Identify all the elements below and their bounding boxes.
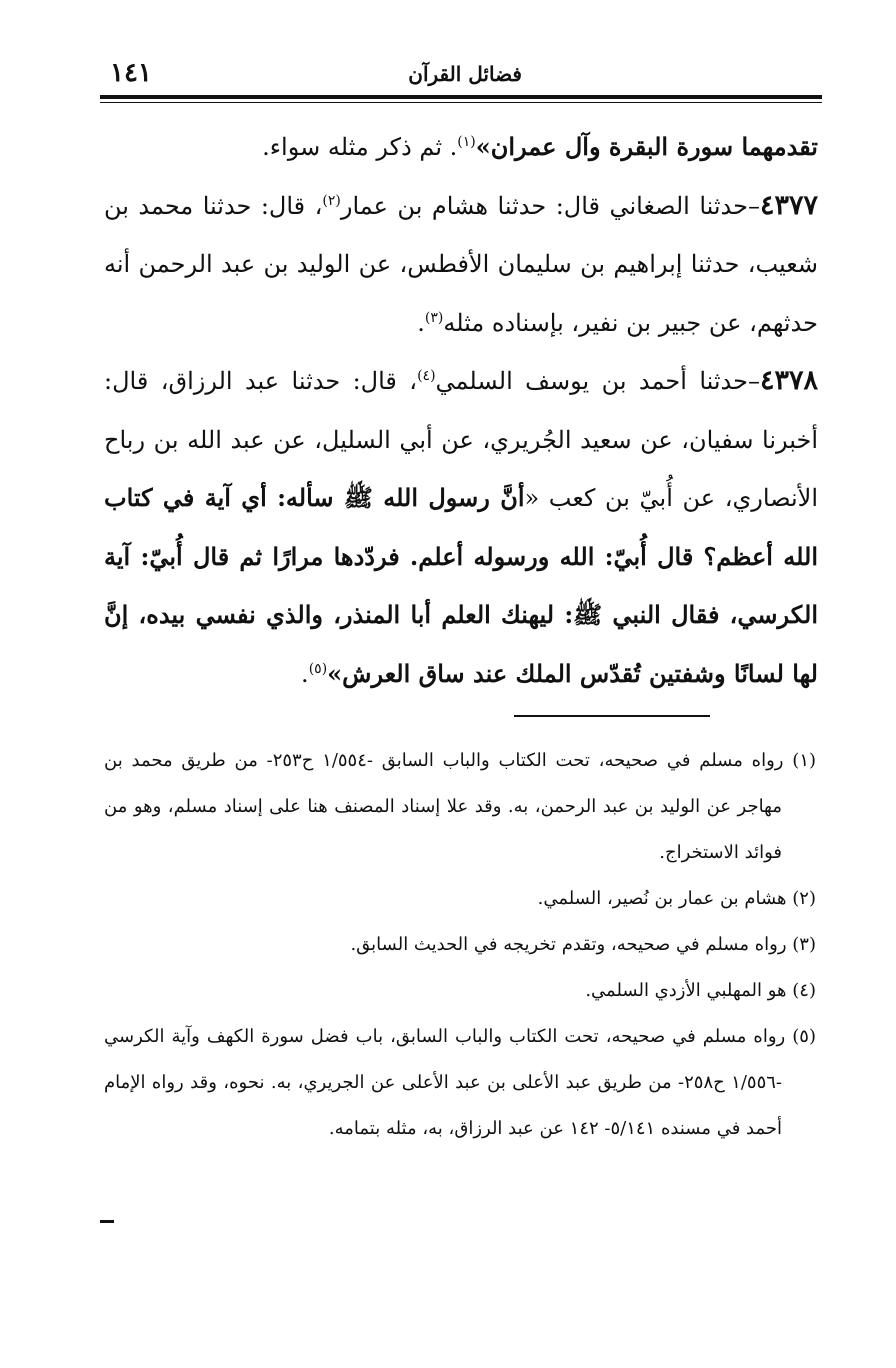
bold-quote: تقدمهما سورة البقرة وآل عمران»	[475, 132, 818, 161]
footnote-separator	[514, 715, 710, 717]
footnotes	[104, 738, 816, 1152]
page-header	[100, 58, 822, 94]
footnote-2: (٢) هشام بن عمار بن نُصير، السلمي.	[537, 888, 816, 909]
footnote-ref-5: (٥)	[308, 660, 328, 677]
hadith-number: ٤٣٧٧	[759, 189, 818, 221]
text-run: ، قال: حدثنا عبد الرزاق، قال: أخبرنا سفيان، عن سعيد الجُريري، عن أبي السليل، عن عبد الله بن رباح الأنصاري، عن أُبيّ بن كعب «	[104, 367, 819, 512]
page-number: ١٤١	[110, 58, 152, 88]
footnote-ref-2: (٢)	[322, 192, 341, 209]
paragraph-continuation	[104, 118, 818, 177]
text-run: ، قال: حدثنا محمد بن شعيب، حدثنا إبراهيم بن سليمان الأفطس، عن الوليد بن عبد الرحمن أنه حدثهم، عن جبير بن نفير، بإسناده مثله	[104, 191, 818, 337]
header-rule-thick	[100, 95, 822, 99]
footnote-4: (٤) هو المهلبي الأزدي السلمي.	[585, 980, 816, 1001]
footnote-ref-3: (٣)	[424, 309, 444, 326]
end-mark	[100, 1220, 114, 1223]
footnote-1: (١) رواه مسلم في صحيحه، تحت الكتاب والباب السابق -١/٥٥٤ ح٢٥٣- من طريق محمد بن مهاجر عن الوليد بن عبد الرحمن، به. وقد علا إسناد المصنف هنا على إسناد مسلم، وهو من فوائد الاستخراج.	[104, 750, 817, 863]
hadith-4378	[104, 352, 818, 703]
text-run: .	[301, 659, 309, 688]
hadith-4377	[104, 177, 818, 353]
footnote-5: (٥) رواه مسلم في صحيحه، تحت الكتاب والباب السابق، باب فضل سورة الكهف وآية الكرسي -١/٥٥٦ ح٢٥٨- من طريق عبد الأعلى بن عبد الأعلى عن الجريري، به. نحوه، وقد رواه الإمام أحمد في مسنده ٥/١٤١- ١٤٢ عن عبد الرزاق، به، مثله بتمامه.	[104, 1026, 816, 1139]
footnote-ref-4: (٤)	[417, 368, 436, 384]
text-run: –حدثنا أحمد بن يوسف السلمي	[435, 367, 760, 395]
running-title: فضائل القرآن	[408, 62, 522, 86]
bold-hadith-text: أنَّ رسول الله ﷺ سأله: أي آية في كتاب الله أعظم؟ قال أُبيّ: الله ورسوله أعلم. فردّدها مرارًا ثم قال أُبيّ: آية الكرسي، فقال النبي ﷺ: ليهنك العلم أبا المنذر، والذي نفسي بيده، إنَّ لها لسانًا وشفتين تُقدّس الملك عند ساق العرش»	[104, 483, 818, 688]
text-run: . ثم ذكر مثله سواء.	[262, 133, 458, 161]
header-rule-thin	[100, 102, 822, 103]
hadith-number: ٤٣٧٨	[759, 365, 818, 396]
footnote-3: (٣) رواه مسلم في صحيحه، وتقدم تخريجه في الحديث السابق.	[350, 934, 816, 955]
footnote-ref-1: (١)	[457, 134, 476, 150]
text-run: –حدثنا الصغاني قال: حدثنا هشام بن عمار	[340, 191, 760, 220]
main-text	[104, 118, 818, 703]
text-run: .	[417, 308, 425, 337]
